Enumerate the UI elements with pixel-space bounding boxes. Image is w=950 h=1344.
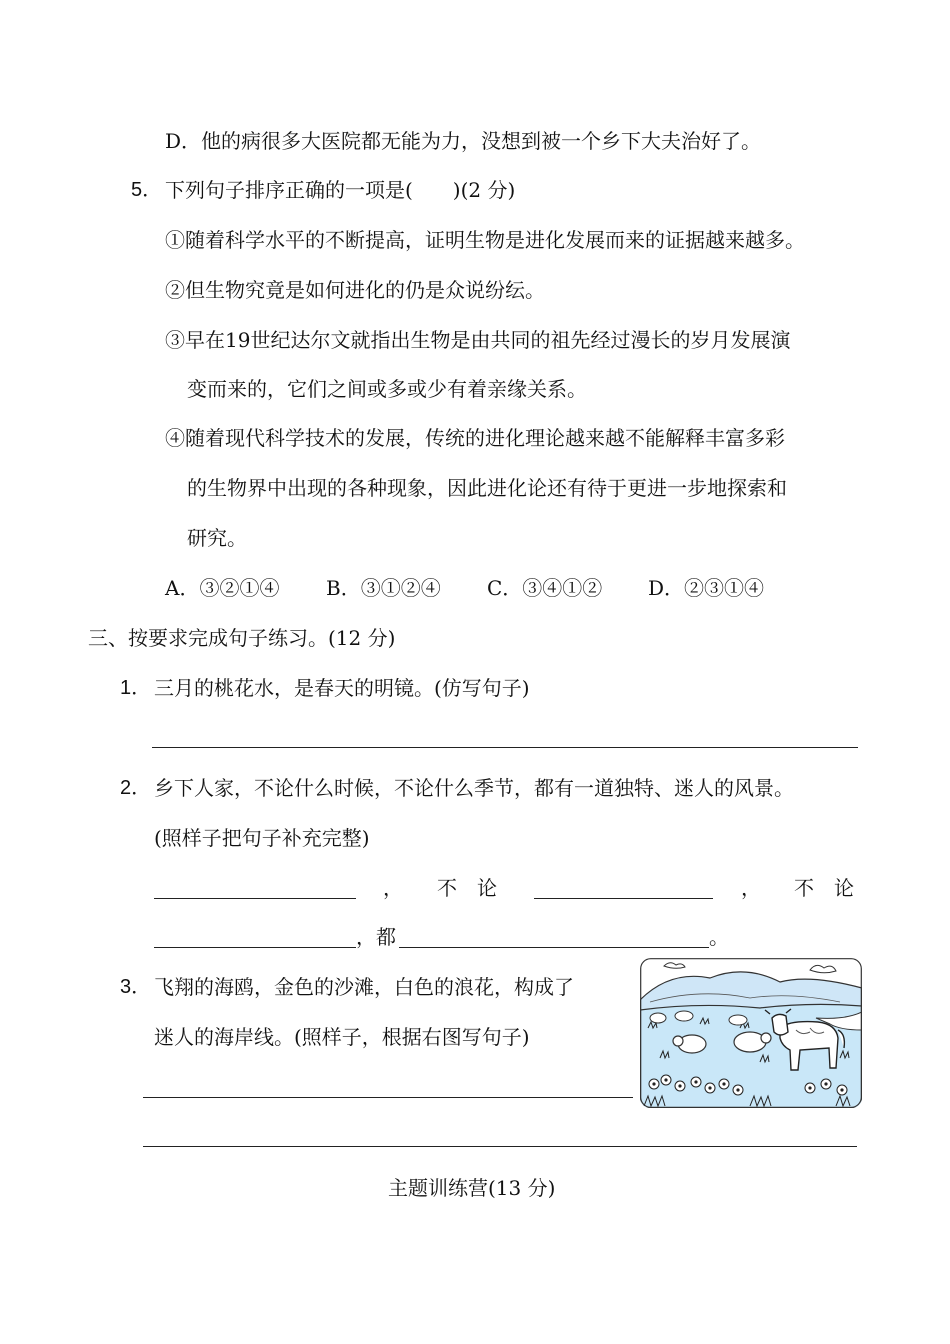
- s3-q2-text: 乡下人家，不论什么时候，不论什么季节，都有一道独特、迷人的风景。: [154, 776, 794, 800]
- s3-q2-bulun-1: 不 论: [437, 876, 497, 900]
- s3-q2-hint: (照样子把句子补充完整): [154, 826, 370, 850]
- s3-q3-line-2: 迷人的海岸线。(照样子，根据右图写句子): [154, 1025, 530, 1049]
- q5-stem: 下列句子排序正确的一项是( )(2 分): [165, 178, 516, 202]
- section-3-heading: 三、按要求完成句子练习。(12 分): [88, 626, 396, 650]
- q5-sentence-1: ①随着科学水平的不断提高，证明生物是进化发展而来的证据越来越多。: [165, 228, 805, 252]
- q4-option-d: D．他的病很多大医院都无能为力，没想到被一个乡下大夫治好了。: [165, 129, 762, 153]
- s3-q3-answer-line-1[interactable]: [143, 1097, 633, 1098]
- q5-sentence-4-line-2: 的生物界中出现的各种现象，因此进化论还有待于更进一步地探索和: [187, 476, 787, 500]
- s3-q1-answer-line[interactable]: [152, 747, 858, 748]
- s3-q2-du: ，都: [356, 925, 396, 949]
- q5-option-c: C．③④①②: [487, 576, 603, 600]
- pasture-illustration: [640, 958, 862, 1108]
- section-footer-title: 主题训练营(13 分): [388, 1176, 556, 1200]
- q5-sentence-2: ②但生物究竟是如何进化的仍是众说纷纭。: [165, 278, 545, 302]
- s3-q3-answer-line-2[interactable]: [143, 1146, 857, 1147]
- s3-q2-blank-3[interactable]: [154, 947, 356, 948]
- s3-q2-end: 。: [709, 925, 729, 949]
- s3-q2-bulun-2: 不 论: [794, 876, 854, 900]
- s3-q2-blank-2[interactable]: [534, 898, 713, 899]
- q5-sentence-4-line-1: ④随着现代科学技术的发展，传统的进化理论越来越不能解释丰富多彩: [165, 426, 785, 450]
- s3-q1-number: 1．: [120, 677, 152, 699]
- q5-option-b: B．③①②④: [326, 576, 441, 600]
- s3-q2-blank-4[interactable]: [399, 947, 709, 948]
- q5-sentence-3-line-2: 变而来的，它们之间或多或少有着亲缘关系。: [187, 377, 587, 401]
- q5-number: 5．: [131, 179, 163, 201]
- s3-q2-comma-2: ，: [741, 876, 761, 900]
- s3-q1-text: 三月的桃花水，是春天的明镜。(仿写句子): [154, 676, 530, 700]
- q5-option-a: A．③②①④: [165, 576, 280, 600]
- s3-q3-line-1: 飞翔的海鸥，金色的沙滩，白色的浪花，构成了: [154, 975, 574, 999]
- s3-q3-number: 3．: [120, 976, 152, 998]
- q5-sentence-4-line-3: 研究。: [187, 526, 247, 550]
- q5-option-d: D．②③①④: [648, 576, 765, 600]
- s3-q2-blank-1[interactable]: [154, 898, 356, 899]
- s3-q2-comma-1: ，: [383, 876, 403, 900]
- q5-sentence-3-line-1: ③早在19世纪达尔文就指出生物是由共同的祖先经过漫长的岁月发展演: [165, 328, 791, 352]
- s3-q2-number: 2．: [120, 777, 152, 799]
